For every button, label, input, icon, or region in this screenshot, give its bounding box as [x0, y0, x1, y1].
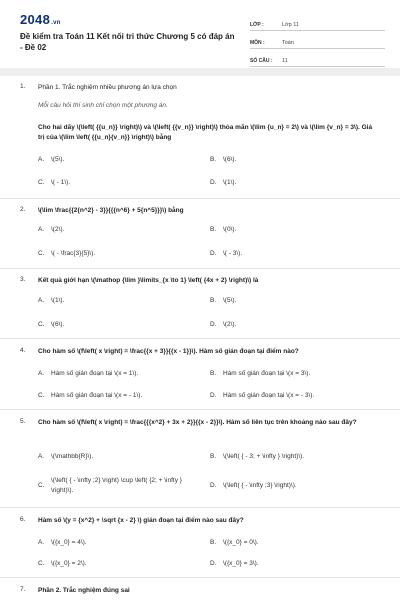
question-separator [0, 338, 400, 339]
question-text: Cho hai dãy \(\left( {{u_n}} \right)\) và \(\left( {{v_n}} \right)\) thỏa mãn \(\lim {u_n} = 2\) và \(\lim {v_n} = 3\). Giá trị của \(\lim \left( {{u_n}{v_n}} \right)\) bằng [38, 124, 373, 141]
question-text: \(\lim \frac{{2{n^2} - 3}}{{{n^6} + 5{n^5}}}\) bằng [38, 207, 184, 214]
document-header [0, 0, 400, 64]
section-title: Phần 2. Trắc nghiệm đúng sai [38, 587, 130, 594]
meta-subject-row [250, 34, 385, 49]
question-separator [0, 268, 400, 269]
document-title: Đề kiểm tra Toán 11 Kết nối tri thức Chương 5 có đáp án - Đề 02 [20, 32, 235, 52]
question-number: 7. [20, 586, 26, 593]
meta-class-row [250, 16, 385, 31]
question-number: 2. [20, 206, 26, 213]
section-title: Phần 1. Trắc nghiệm nhiều phương án lựa chọn [38, 84, 177, 91]
question-number: 1. [20, 83, 26, 90]
meta-panel [250, 16, 385, 70]
meta-label: LỚP : [250, 22, 264, 28]
meta-value: Lớp 11 [282, 22, 299, 28]
meta-label: SỐ CÂU : [250, 58, 273, 64]
meta-value: Toán [282, 40, 294, 46]
meta-value: 11 [282, 58, 288, 64]
question-number: 4. [20, 347, 26, 354]
question-separator [0, 198, 400, 199]
question-text: Cho hàm số \(f\left( x \right) = \frac{{x + 3}}{{x - 1}}\). Hàm số gián đoạn tại điểm nào? [38, 348, 299, 355]
meta-label: MÔN : [250, 40, 265, 46]
question-number: 3. [20, 276, 26, 283]
question-separator [0, 507, 400, 508]
question-number: 6. [20, 516, 26, 523]
section-note: Mỗi câu hỏi thí sinh chỉ chọn một phương án. [38, 102, 168, 109]
header-divider [0, 68, 400, 76]
meta-count-row [250, 52, 385, 67]
question-separator [0, 409, 400, 410]
site-logo[interactable]: 2048.vn [20, 12, 61, 27]
question-text: Hàm số \(y = {x^2} + \sqrt {x - 2} \) gián đoạn tại điểm nào sau đây? [38, 517, 244, 524]
question-number: 5. [20, 418, 26, 425]
question-text: Cho hàm số \(f\left( x \right) = \frac{{{x^2} + 3x + 2}}{{x - 2}}\). Hàm số liên tục trên khoảng nào sau đây? [38, 419, 357, 426]
question-separator [0, 577, 400, 578]
question-text: Kết quả giới hạn \(\mathop {\lim }\limits_{x \to 1} \left( {4x + 2} \right)\) là [38, 277, 259, 284]
document-page: 2048.vn Đề kiểm tra Toán 11 Kết nối tri thức Chương 5 có đáp án - Đề 02 LỚP : Lớp 11 MÔN : Toán SỐ CÂU : 11 1. Phần 1. Trắc nghiệm nhiều phương án lựa chọn Mỗi câu hỏi thí sinh chỉ chọn một phương án. Cho hai dãy \(\left( {{u_n}} \right)\) và \(\left( {{v_n}} \right)\) thỏa mãn \(\lim {u_n} = 2\) và \(\lim {v_n} = 3\). Giá trị của \(\lim \left( {{u_n}{v_n}} \right)\) bằng A. \(5\). B. \(6\). C. \( - 1\). D. \(1\). 2. \(\lim \frac{{2{n^2} - 3}}{{{n^6} + 5{n^5}}}\) bằng A. \(2\). B. \(0\). C. \( - \frac{3}{5}\). D. \( - 3\). 3. Kết quả giới hạn \(\mathop {\lim }\limits_{x \to 1} \left( {4x + 2} \right)\) là A. \(1\). B. \(5\). C. \(6\). D. \(2\). 4. Cho hàm số \(f\left( x \right) = \frac{{x + 3}}{{x - 1}}\). Hàm số gián đoạn tại điểm nào? A. Hàm số gián đoạn tại \(x = 1\). B. Hàm số gián đoạn tại \(x = 3\). C. Hàm số gián đoạn tại \(x = - 1\). D. Hàm số gián đoạn tại \(x = - 3\). 5. Cho hàm số \(f\left( x \right) = \frac{{{x^2} + 3x + 2}}{{x - 2}}\). Hàm số liên tục trên khoảng nào sau đây? A. \(\mathbb{R}\). B. \(\left( { - 3; + \infty } \right)\). C. \(\left( { - \infty ;2} \right) \cup \left( {2; + \infty } \right)\). D. \(\left( { - \infty ;3} \right)\). 6. Hàm số \(y = {x^2} + \sqrt {x - 2} \) gián đoạn tại điểm nào sau đây? A. \({x_0} = 4\). B. \({x_0} = 0\). C. \({x_0} = 2\). D. \({x_0} = 3\). 7. Phần 2. Trắc nghiệm đúng sai [0, 0, 400, 600]
